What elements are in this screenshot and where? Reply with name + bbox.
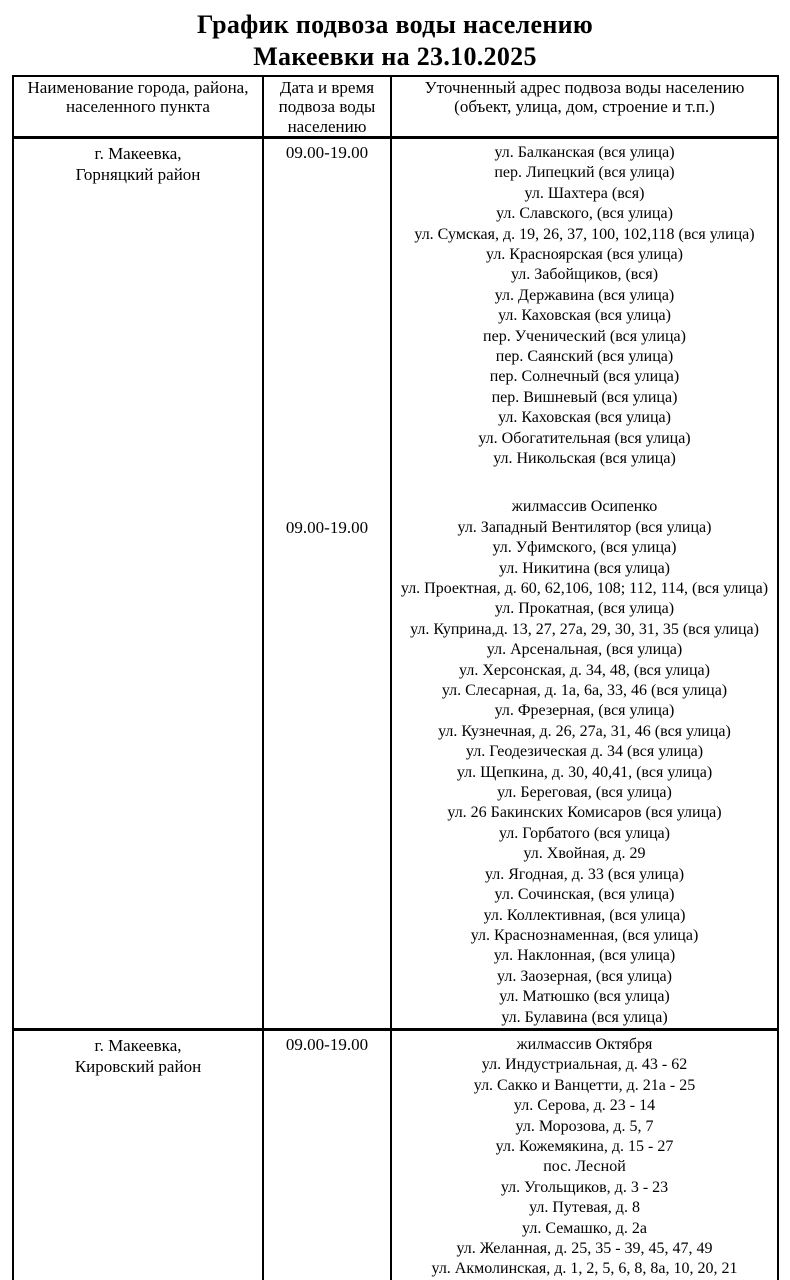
- water-delivery-schedule-table: [12, 75, 779, 1280]
- address-cell: [392, 1031, 777, 1280]
- address-line: пер. Вишневый (вся улица): [491, 388, 678, 406]
- address-cell: [392, 469, 777, 1028]
- address-line: ул. Булавина (вся улица): [501, 1008, 668, 1026]
- address-line: ул. Геодезическая д. 34 (вся улица): [465, 743, 704, 761]
- document-title: [0, 0, 790, 73]
- address-line: ул. Прокатная, (вся улица): [494, 600, 675, 618]
- address-line: ул. Хвойная, д. 29: [523, 845, 646, 863]
- address-line: пер. Ученический (вся улица): [483, 327, 686, 345]
- address-line: пер. Липецкий (вся улица): [494, 164, 675, 182]
- address-line: ул. 26 Бакинских Комисаров (вся улица): [447, 804, 722, 822]
- address-line: ул. Ягодная, д. 33 (вся улица): [484, 865, 685, 883]
- address-line: ул. Щепкина, д. 30, 40,41, (вся улица): [456, 763, 713, 781]
- time-cell: [264, 139, 392, 470]
- table-header-row: [14, 77, 777, 136]
- address-line: ул. Шахтера (вся): [524, 184, 645, 202]
- address-line: ул. Арсенальная, (вся улица): [486, 641, 683, 659]
- address-line: ул. Кожемякина, д. 15 - 27: [495, 1137, 674, 1155]
- address-line: ул. Индустриальная, д. 43 - 62: [481, 1056, 688, 1074]
- address-line: ул. Наклонная, (вся улица): [493, 947, 676, 965]
- header-address-column: Уточненный адрес подвоза воды населению (объект, улица, дом, строение и т.п.): [424, 78, 745, 117]
- address-line: ул. Серова, д. 23 - 14: [513, 1097, 656, 1115]
- address-line: пер. Саянский (вся улица): [495, 347, 674, 365]
- address-line: пер. Солнечный (вся улица): [489, 368, 680, 386]
- title-line-2: Макеевки на 23.10.2025: [253, 42, 537, 71]
- address-line: ул. Угольщиков, д. 3 - 23: [500, 1178, 669, 1196]
- address-line: ул. Сакко и Ванцетти, д. 21а - 25: [473, 1076, 696, 1094]
- address-line: ул. Никольская (вся улица): [493, 449, 676, 467]
- address-line: жилмассив Октября: [516, 1035, 653, 1053]
- address-line: ул. Красноярская (вся улица): [486, 245, 683, 263]
- location-cell: [14, 1031, 264, 1280]
- address-line: ул. Обогатительная (вся улица): [478, 429, 691, 447]
- location-cell: [14, 469, 264, 1028]
- address-line: жилмассив Осипенко: [511, 498, 658, 516]
- address-line: ул. Каховская (вся улица): [498, 409, 671, 427]
- address-cell: [392, 139, 777, 470]
- address-line: ул. Семашко, д. 2а: [522, 1219, 647, 1237]
- delivery-time: 09.00-19.00: [285, 142, 369, 162]
- address-line: ул. Херсонская, д. 34, 48, (вся улица): [459, 661, 710, 679]
- address-line: ул. Морозова, д. 5, 7: [515, 1117, 654, 1135]
- address-group-row: [14, 469, 777, 1028]
- address-line: ул. Акмолинская, д. 1, 2, 5, 6, 8, 8а, 10, 20, 21: [431, 1260, 738, 1278]
- location-line: Кировский район: [74, 1056, 202, 1076]
- address-line: ул. Сумская, д. 19, 26, 37, 100, 102,118 (вся улица): [414, 225, 755, 243]
- header-datetime-column: Дата и время подвоза воды населению: [264, 77, 392, 136]
- address-line: ул. Уфимского, (вся улица): [492, 539, 677, 557]
- title-line-1: График подвоза воды населению: [196, 10, 594, 39]
- time-cell: [264, 1031, 392, 1280]
- header-location-column: Наименование города, района, населенного пункта: [14, 77, 264, 136]
- time-cell: [264, 469, 392, 1028]
- address-line: ул. Славского, (вся улица): [496, 205, 673, 223]
- address-line: ул. Заозерная, (вся улица): [497, 967, 672, 985]
- address-group-row: [14, 1031, 777, 1280]
- address-line: ул. Каховская (вся улица): [498, 307, 671, 325]
- address-line: ул. Сочинская, (вся улица): [494, 886, 675, 904]
- address-line: ул. Куприна,д. 13, 27, 27а, 29, 30, 31, 35 (вся улица): [410, 620, 759, 638]
- delivery-time: 09.00-19.00: [285, 1034, 369, 1054]
- table-row: [14, 136, 777, 1028]
- location-line: Горняцкий район: [75, 164, 201, 184]
- address-line: ул. Державина (вся улица): [494, 286, 675, 304]
- delivery-time: 09.00-19.00: [285, 517, 369, 537]
- address-line: ул. Кузнечная, д. 26, 27а, 31, 46 (вся улица): [438, 722, 731, 740]
- address-line: ул. Забойщиков, (вся): [510, 266, 659, 284]
- table-row: [14, 1028, 777, 1280]
- address-line: ул. Проектная, д. 60, 62,106, 108; 112, 114, (вся улица): [400, 580, 769, 598]
- address-line: ул. Матюшко (вся улица): [499, 988, 670, 1006]
- location-cell: [14, 139, 264, 470]
- address-line: ул. Фрезерная, (вся улица): [494, 702, 675, 720]
- address-line: ул. Слесарная, д. 1а, 6а, 33, 46 (вся улица): [441, 682, 728, 700]
- address-line: ул. Береговая, (вся улица): [497, 784, 672, 802]
- address-line: ул. Никитина (вся улица): [498, 559, 671, 577]
- location-line: г. Макеевка,: [94, 143, 182, 163]
- address-line: ул. Балканская (вся улица): [494, 143, 675, 161]
- address-line: пос. Лесной: [543, 1158, 626, 1176]
- address-line: ул. Краснознаменная, (вся улица): [470, 926, 699, 944]
- address-line: ул. Горбатого (вся улица): [499, 824, 670, 842]
- address-line: ул. Западный Вентилятор (вся улица): [457, 518, 712, 536]
- address-line: ул. Желанная, д. 25, 35 - 39, 45, 47, 49: [456, 1240, 713, 1258]
- address-group-row: [14, 139, 777, 470]
- table-body: [14, 136, 777, 1280]
- address-line: ул. Путевая, д. 8: [529, 1199, 640, 1217]
- location-line: г. Макеевка,: [94, 1035, 182, 1055]
- address-line: ул. Коллективная, (вся улица): [483, 906, 686, 924]
